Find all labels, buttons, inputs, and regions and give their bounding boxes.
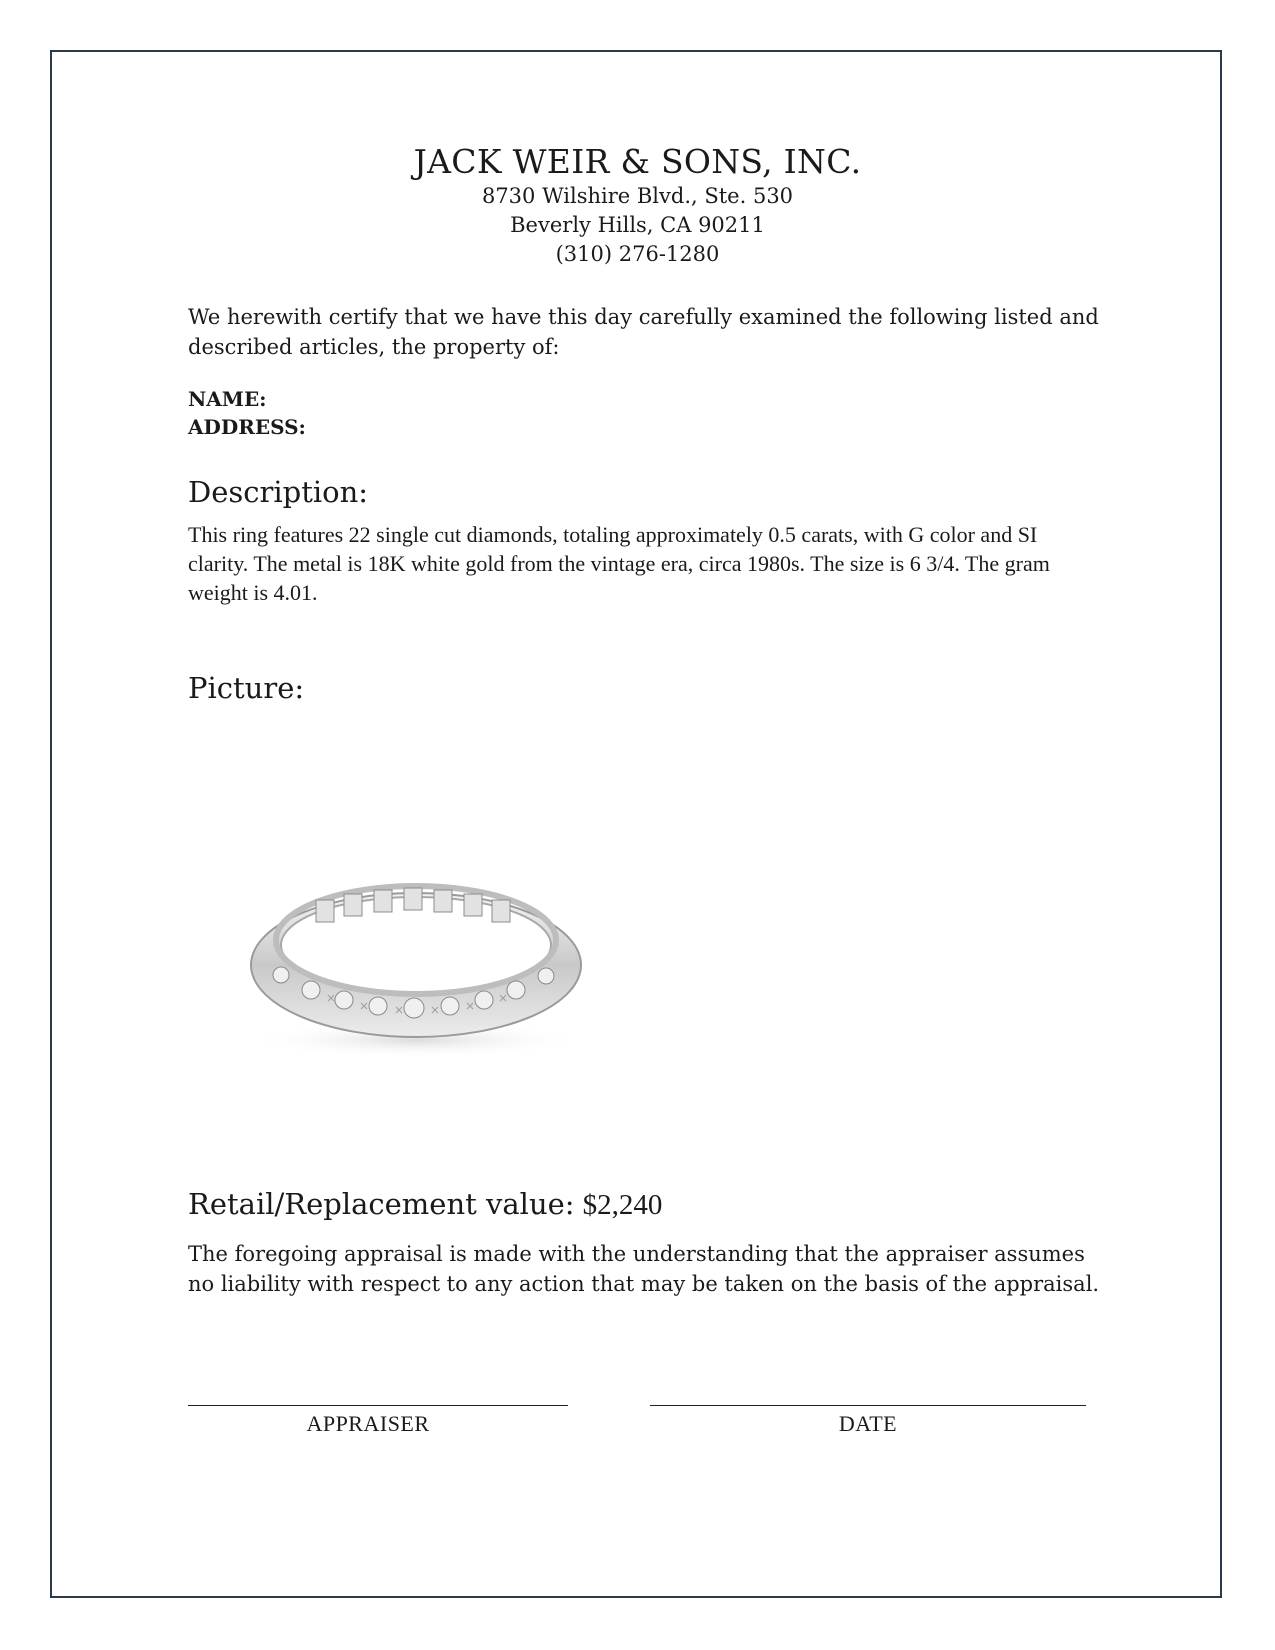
company-name: JACK WEIR & SONS, INC. — [413, 142, 862, 181]
retail-value-amount: $2,240 — [582, 1189, 663, 1221]
name-label: NAME: — [188, 387, 267, 411]
retail-value-label: Retail/Replacement value: — [188, 1187, 575, 1221]
appraiser-label: APPRAISER — [306, 1411, 430, 1436]
liability-disclaimer: The foregoing appraisal is made with the understanding that the appraiser assumes no liability with respect to any action that may be taken on the basis of the appraisal. — [188, 1242, 1100, 1296]
picture-title: Picture: — [188, 671, 305, 705]
ring-photo-icon — [236, 850, 596, 1060]
company-address-line1: 8730 Wilshire Blvd., Ste. 530 — [481, 184, 794, 208]
description-text: This ring features 22 single cut diamonds, totaling approximately 0.5 carats, with G color and SI clarity. The metal is 18K white gold from the vintage era, circa 1980s. The size is 6 3/4. The gram weight is 4.01. — [188, 522, 1050, 605]
description-title: Description: — [188, 475, 369, 509]
address-label: ADDRESS: — [188, 415, 306, 439]
company-address-line2: Beverly Hills, CA 90211 — [510, 213, 765, 237]
certification-intro: We herewith certify that we have this day carefully examined the following listed and described articles, the property of: — [188, 305, 1099, 359]
date-signature-line — [650, 1405, 1086, 1406]
letterhead — [0, 142, 1275, 269]
appraiser-signature-line — [188, 1405, 568, 1406]
company-phone: (310) 276-1280 — [555, 242, 720, 266]
date-label: DATE — [838, 1411, 898, 1436]
retail-value — [188, 1186, 662, 1223]
page-border — [50, 50, 1222, 1598]
